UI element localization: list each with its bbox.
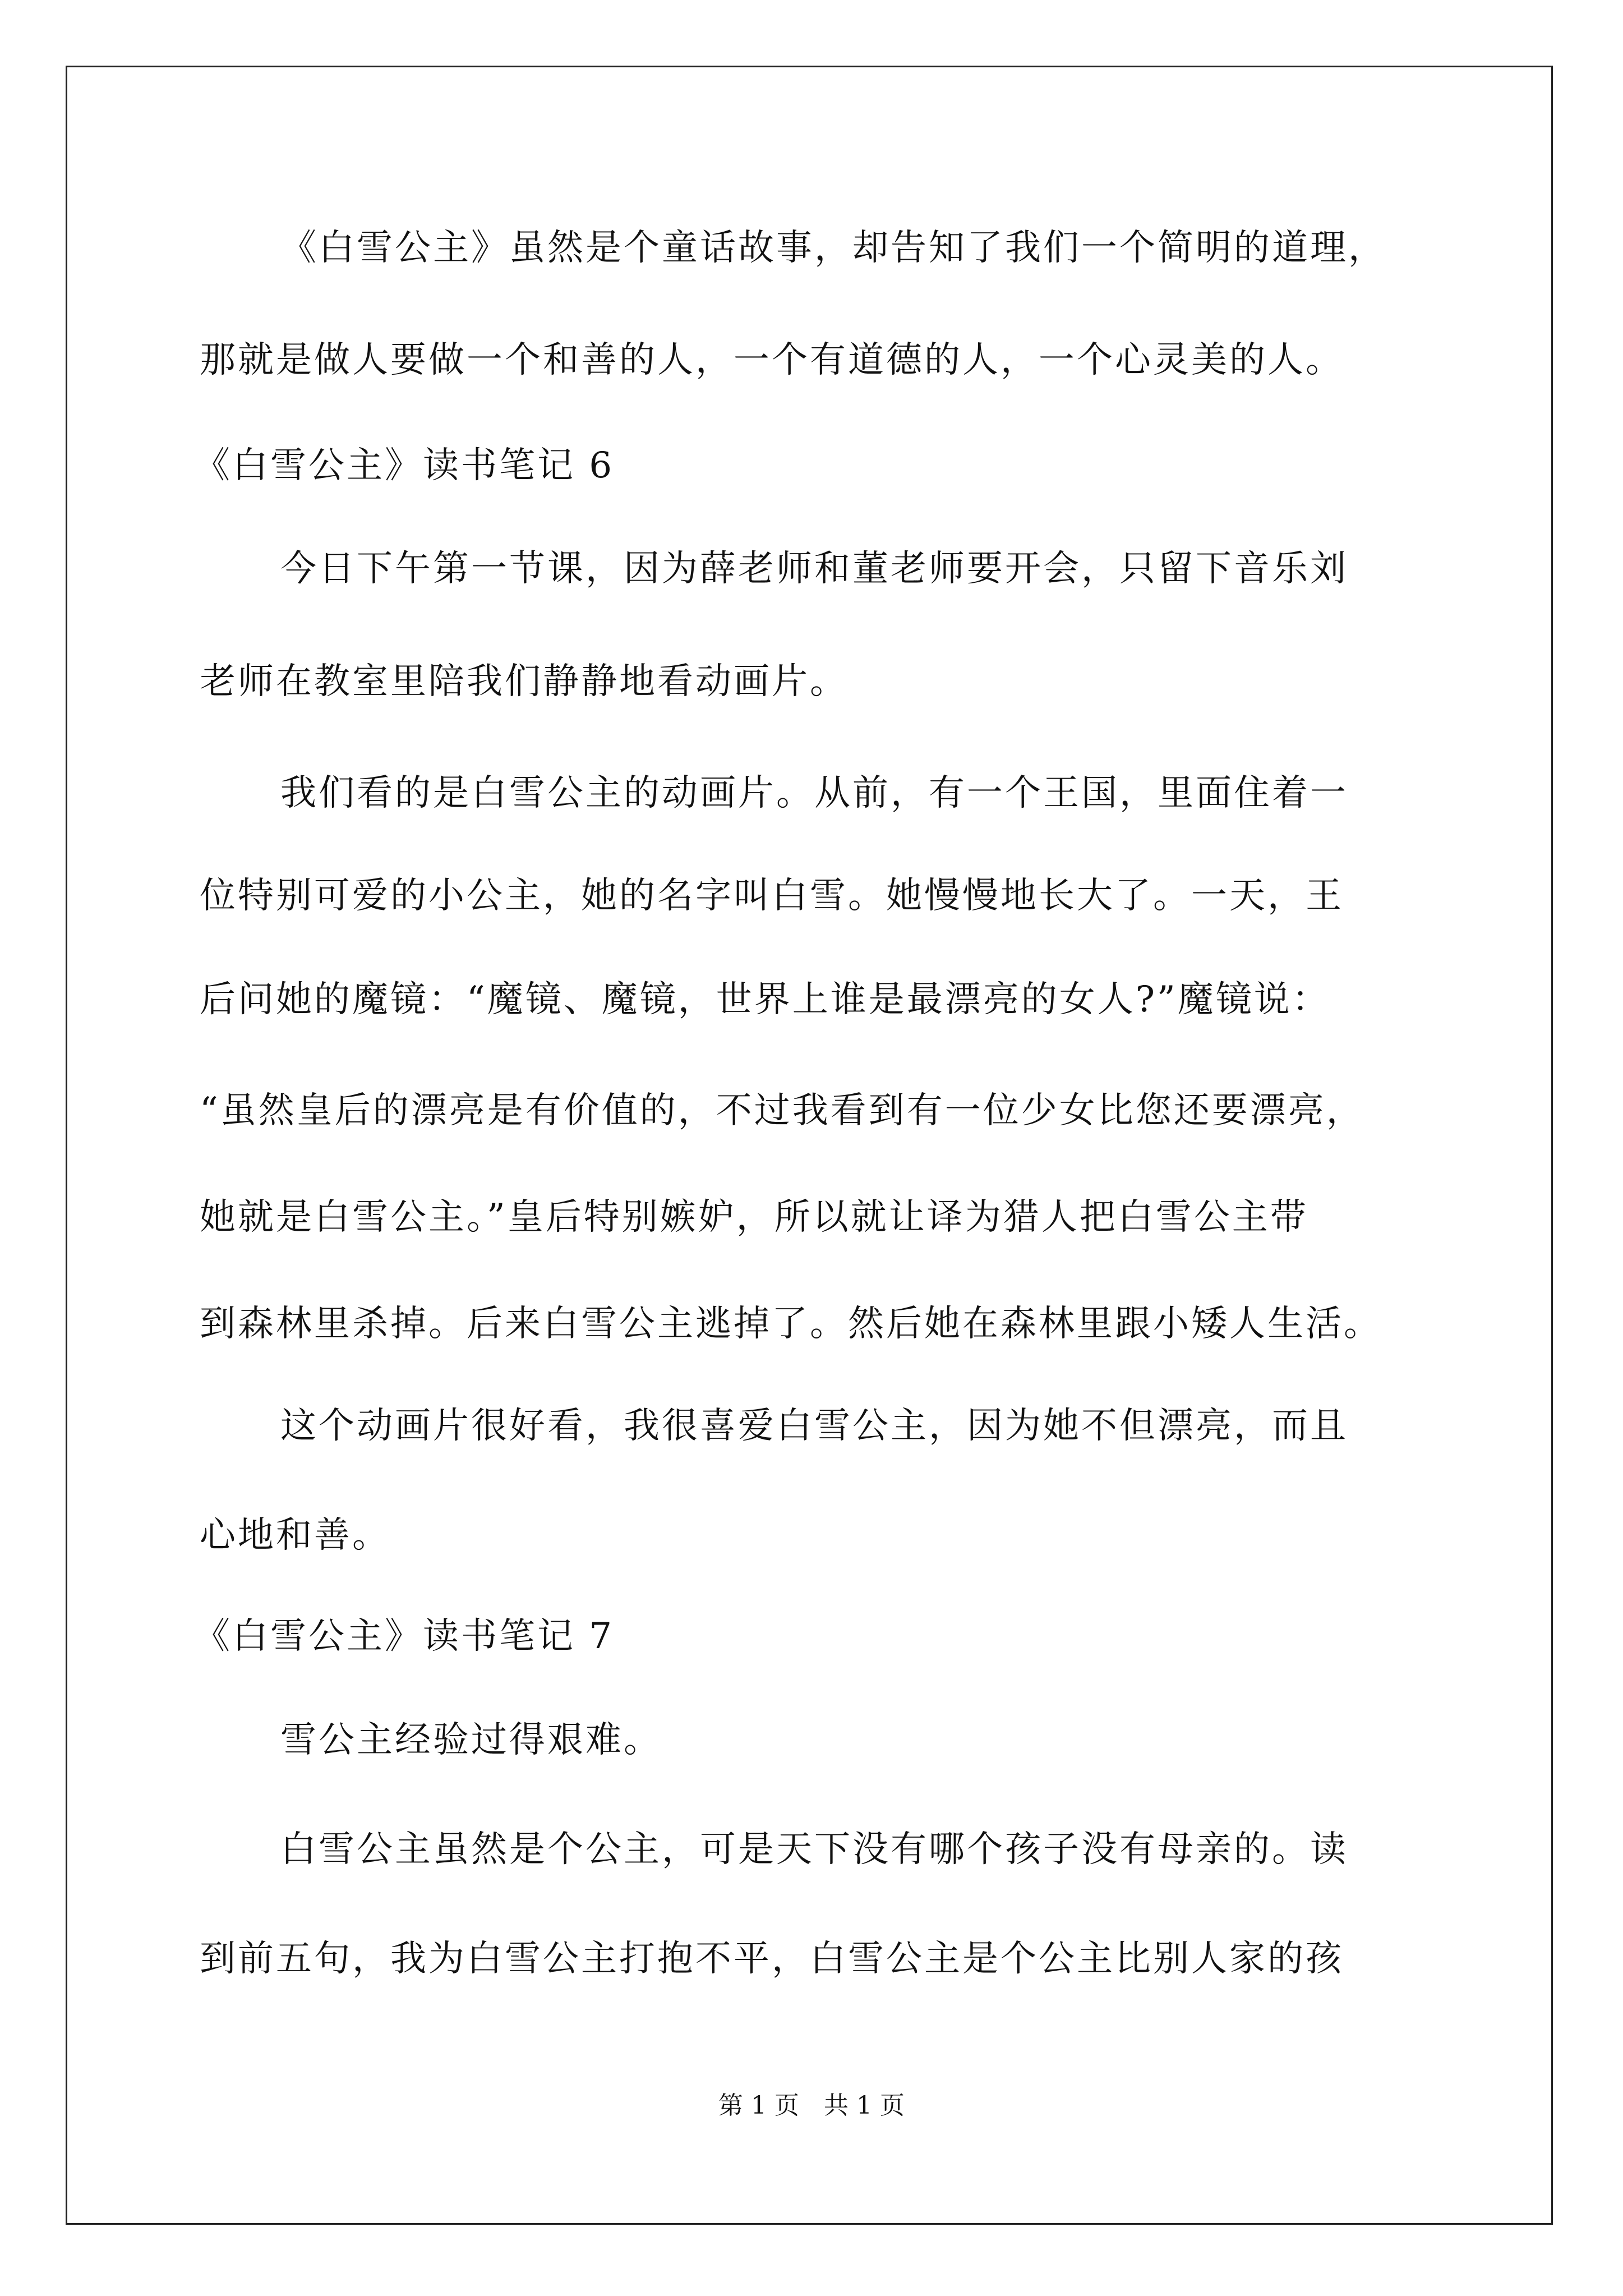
- paragraph-line: 这个动画片很好看，我很喜爱白雪公主，因为她不但漂亮，而且: [280, 1405, 1348, 1447]
- paragraph-line: 到森林里杀掉。后来白雪公主逃掉了。然后她在森林里跟小矮人生活。: [200, 1303, 1382, 1345]
- paragraph-line: 雪公主经验过得艰难。: [280, 1719, 662, 1761]
- paragraph-line: 我们看的是白雪公主的动画片。从前，有一个王国，里面住着一: [280, 772, 1348, 814]
- paragraph-line: 位特别可爱的小公主，她的名字叫白雪。她慢慢地长大了。一天，王: [200, 875, 1344, 917]
- paragraph-line: 白雪公主虽然是个公主，可是天下没有哪个孩子没有母亲的。读: [280, 1829, 1348, 1870]
- section-heading: 《白雪公主》读书笔记 7: [194, 1616, 615, 1657]
- page-border: [66, 66, 1553, 2225]
- paragraph-line: 今日下午第一节课，因为薛老师和董老师要开会，只留下音乐刘: [280, 548, 1348, 590]
- paragraph-line: 老师在教室里陪我们静静地看动画片。: [200, 661, 848, 702]
- paragraph-line: 到前五句，我为白雪公主打抱不平，白雪公主是个公主比别人家的孩: [200, 1938, 1344, 1980]
- paragraph-line: 她就是白雪公主。”皇后特别嫉妒，所以就让译为猎人把白雪公主带: [200, 1197, 1308, 1238]
- paragraph-line: 后问她的魔镜：“魔镜、魔镜，世界上谁是最漂亮的女人?”魔镜说：: [200, 979, 1330, 1020]
- section-heading: 《白雪公主》读书笔记 6: [194, 445, 615, 486]
- paragraph-line: 心地和善。: [200, 1515, 390, 1556]
- paragraph-line: 《白雪公主》虽然是个童话故事，却告知了我们一个简明的道理，: [280, 227, 1386, 269]
- paragraph-line: 那就是做人要做一个和善的人，一个有道德的人，一个心灵美的人。: [200, 339, 1344, 381]
- page-number-footer: 第 1 页 共 1 页: [718, 2091, 905, 2120]
- paragraph-line: “虽然皇后的漂亮是有价值的，不过我看到有一位少女比您还要漂亮，: [200, 1090, 1364, 1131]
